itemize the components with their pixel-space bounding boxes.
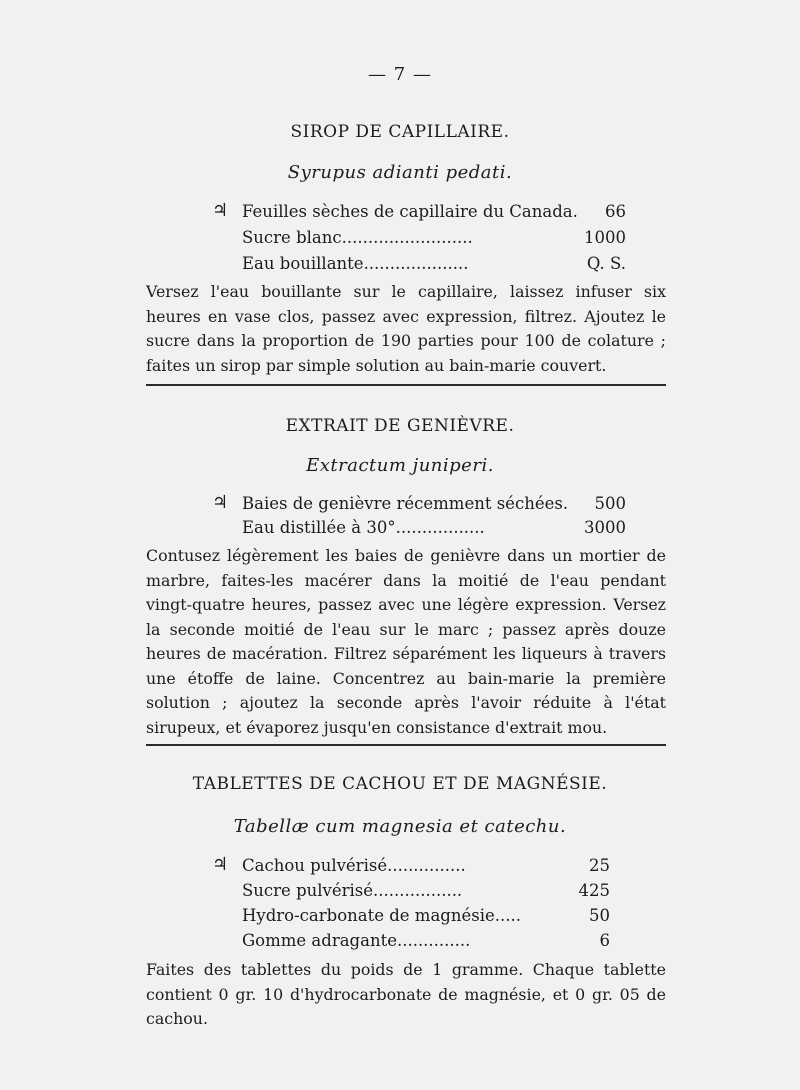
- ingredient-qty: Q. S.: [586, 254, 626, 273]
- ingredient-qty: 3000: [584, 518, 626, 537]
- ingredient-qty: 66: [605, 202, 626, 221]
- ingredient-qty: 500: [594, 494, 626, 513]
- section-latin-extrait: Extractum juniperi.: [306, 455, 494, 476]
- section-divider: [146, 744, 666, 746]
- page-number: — 7 —: [368, 64, 432, 85]
- section-body-extrait: Contusez légèrement les baies de genièvre dans un mortier de marbre, faites-les macérer dans la moitié de l'eau pendant vingt-quatre heures, passez avec une légère expression. Versez la seconde moitié de l'eau sur le marc ; passez après douze heures de macération. Filtrez séparément les liqueurs à travers une étoffe de laine. Concentrez au bain-marie la première solution ; ajoutez la seconde après l'avoir réduite à l'état sirupeux, et évaporez jusqu'en consistance d'extrait mou.: [146, 546, 666, 737]
- recipe-symbol: ♃: [212, 200, 229, 221]
- section-body-sirop: Versez l'eau bouillante sur le capillaire, laissez infuser six heures en vase clos, passez avec expression, filtrez. Ajoutez le sucre dans la proportion de 190 parties pour 100 de colature ; faites un sirop par simple solution au bain-marie couvert.: [146, 282, 666, 375]
- section-divider: [146, 384, 666, 386]
- ingredient-qty: 1000: [584, 228, 626, 247]
- ingredient-name: Hydro-carbonate de magnésie.....: [242, 906, 521, 925]
- section-body-tablettes: Faites des tablettes du poids de 1 gramme. Chaque tablette contient 0 gr. 10 d'hydrocarbonate de magnésie, et 0 gr. 05 de cachou.: [146, 960, 666, 1028]
- section-title-tablettes: TABLETTES DE CACHOU ET DE MAGNÉSIE.: [192, 774, 608, 794]
- recipe-symbol: ♃: [212, 854, 229, 875]
- ingredient-qty: 50: [589, 906, 610, 925]
- ingredient-qty: 6: [599, 931, 610, 950]
- ingredient-name: Gomme adragante..............: [242, 931, 471, 950]
- ingredient-qty: 425: [578, 881, 610, 900]
- section-latin-tablettes: Tabellæ cum magnesia et catechu.: [233, 816, 567, 837]
- ingredient-name: Baies de genièvre récemment séchées.: [242, 494, 569, 513]
- section-latin-sirop: Syrupus adianti pedati.: [287, 162, 513, 183]
- ingredient-name: Cachou pulvérisé...............: [242, 856, 466, 875]
- section-title-extrait: EXTRAIT DE GENIÈVRE.: [285, 416, 515, 436]
- ingredient-name: Sucre blanc.........................: [242, 228, 473, 247]
- ingredient-qty: 25: [589, 856, 610, 875]
- recipe-symbol: ♃: [212, 492, 229, 513]
- ingredient-name: Eau distillée à 30°.................: [242, 518, 485, 537]
- ingredient-name: Feuilles sèches de capillaire du Canada.: [242, 202, 578, 221]
- ingredient-name: Sucre pulvérisé.................: [242, 881, 463, 900]
- section-title-sirop: SIROP DE CAPILLAIRE.: [290, 122, 510, 142]
- ingredient-name: Eau bouillante....................: [242, 254, 469, 273]
